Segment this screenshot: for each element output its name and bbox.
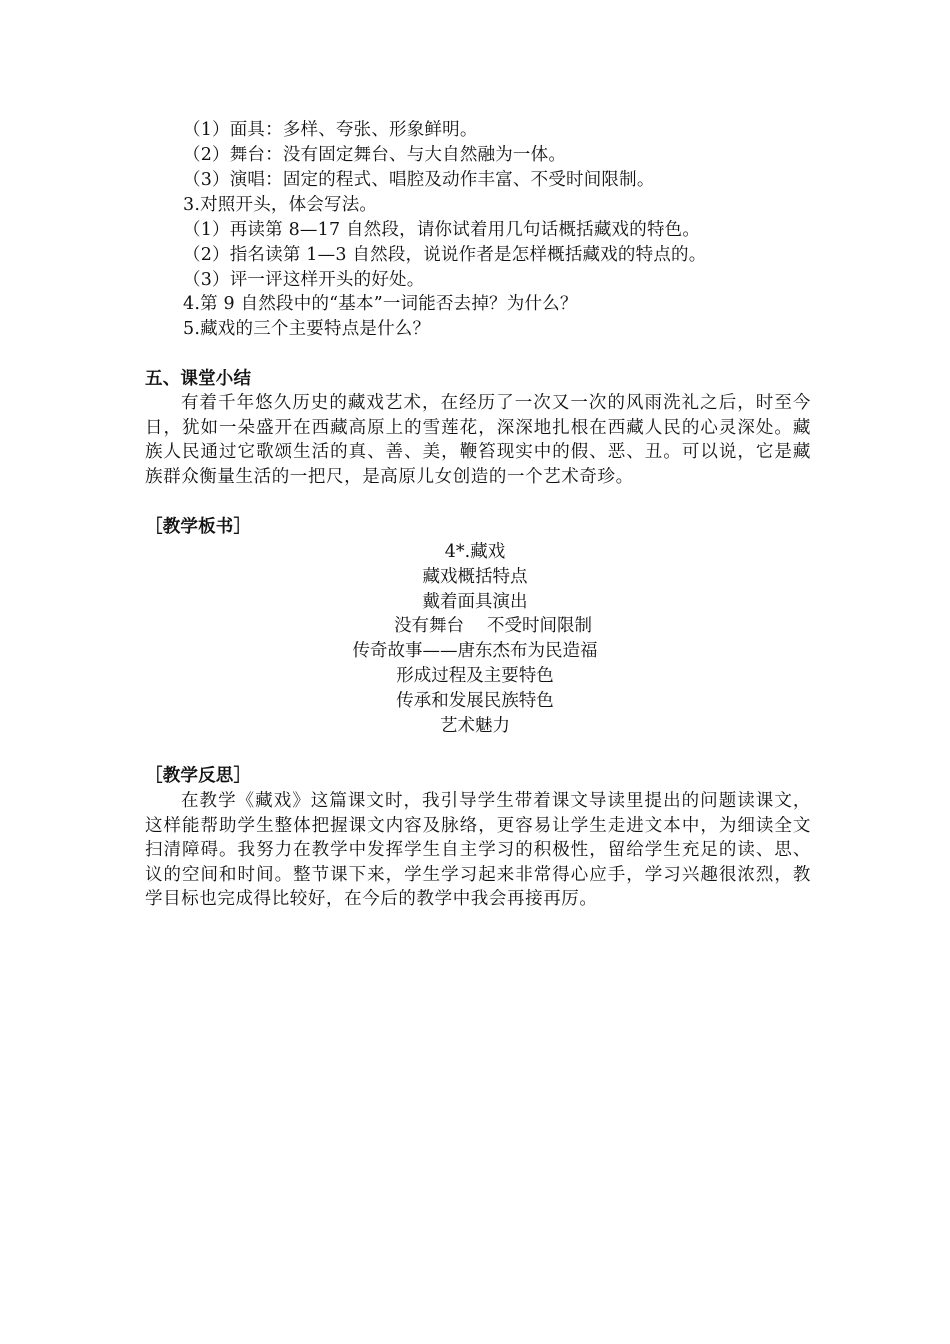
board-line: 传承和发展民族特色: [396, 691, 554, 711]
list-item: 4.第 9 自然段中的“基本”一词能否去掉？为什么？: [183, 294, 578, 314]
list-item: （1）再读第 8—17 自然段，请你试着用几句话概括藏戏的特色。: [183, 220, 701, 240]
board-line: 藏戏概括特点: [422, 567, 528, 587]
board-line: 艺术魅力: [440, 716, 510, 736]
board-line: 传奇故事——唐东杰布为民造福: [352, 641, 598, 661]
board-line: 没有舞台 不受时间限制: [393, 616, 593, 636]
board-line: 戴着面具演出: [422, 592, 528, 612]
board-heading: ［教学板书］: [145, 517, 252, 537]
reflection-paragraph: 在教学《藏戏》这篇课文时，我引导学生带着课文导读里提出的问题读课文，这样能帮助学生整体把握课文内容及脉络，更容易让学生走进文本中，为细读全文扫清障碍。我努力在教学中发挥学生自主学习的积极性，留给学生充足的读、思、议的空间和时间。整节课下来，学生学习起来非常得心应手，学习兴趣很浓烈，教学目标也完成得比较好，在今后的教学中我会再接再厉。: [145, 791, 811, 910]
list-item: 3.对照开头，体会写法。: [183, 195, 378, 215]
list-item: （2）指名读第 1—3 自然段，说说作者是怎样概括藏戏的特点的。: [183, 245, 707, 265]
list-item: （2）舞台：没有固定舞台、与大自然融为一体。: [183, 145, 567, 165]
board-line: 形成过程及主要特色: [396, 666, 554, 686]
board-line: 4*.藏戏: [444, 542, 506, 562]
list-item: （3）评一评这样开头的好处。: [183, 270, 425, 290]
list-item: 5.藏戏的三个主要特点是什么？: [183, 319, 431, 339]
summary-paragraph: 有着千年悠久历史的藏戏艺术，在经历了一次又一次的风雨洗礼之后，时至今日，犹如一朵盛开在西藏高原上的雪莲花，深深地扎根在西藏人民的心灵深处。藏族人民通过它歌颂生活的真、善、美，鞭笞现实中的假、恶、丑。可以说，它是藏族群众衡量生活的一把尺，是高原儿女创造的一个艺术奇珍。: [145, 393, 811, 487]
list-item: （1）面具：多样、夸张、形象鲜明。: [183, 120, 478, 140]
reflection-heading: ［教学反思］: [145, 766, 252, 786]
summary-heading: 五、课堂小结: [145, 369, 252, 389]
list-item: （3）演唱：固定的程式、唱腔及动作丰富、不受时间限制。: [183, 170, 655, 190]
